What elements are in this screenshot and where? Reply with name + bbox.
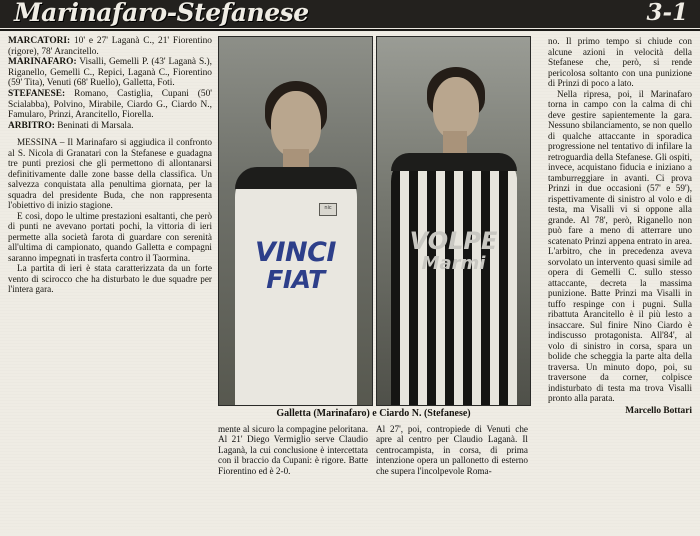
jersey-sponsor-primary: VOLPE [409,227,498,255]
jersey-stripes [391,153,517,405]
referee-text: Beninati di Marsala. [54,120,134,131]
sponsor-badge: nic [319,203,337,216]
jersey-collar [391,153,517,171]
team1-text: Visalli, Gemelli P. (43' Laganà S.), Riganello, Gemelli C., Repici, Laganà C., Fiorentino (59' Tita), Venuti (68' Ruello), Galletta, Foti. [8,57,212,89]
team2-line [8,89,212,121]
face-shape [271,91,321,157]
column-four [548,36,692,416]
column-two-body [218,424,368,476]
jersey-sponsor-primary: VINCI [255,237,336,268]
team2-label: STEFANESE: [8,88,66,99]
paragraph: mente al sicuro la compagine peloritana. Al 21' Diego Vermiglio serve Claudio Laganà, la cui conclusione è intercettata con il braccio da Cupani: è rigore. Batte Fiorentino ed è 2-0. [218,424,368,476]
ciardo-portrait [376,36,531,406]
jersey-collar [235,167,357,189]
paragraph: no. Il primo tempo si chiude con alcune azioni in velocità della Stefanese che, però, si rende pericolosa soltanto con una punizione di Prinzi di poco a lato. [548,36,692,88]
paragraph: MESSINA – Il Marinafaro si aggiudica il confronto al S. Nicola di Granatari con la Stefanese e guadagna tre punti preziosi che gli permettono di allontanarsi definitivamente dalle zone basse della classifica. Un salvezza conquistata alla penultima giornata, per la squadra del presidente Buda, che non rappresenta l'obiettivo di inizio stagione. [8,137,212,211]
team1-label: MARINAFARO: [8,57,77,68]
column-three-body [376,424,528,476]
column-one-body [8,137,212,295]
article-masthead [0,0,700,28]
column-four-body [548,36,692,416]
byline: Marcello Bottari [625,405,692,416]
page-title: Marinafaro-Stefanese [14,0,309,27]
paragraph: Al 27', poi, contropiede di Venuti che apre al centro per Claudio Laganà. Il centrocampista, in corsa, di prima intenzione opera un pallonetto di esterno che supera l'incolpevole Roma- [376,424,528,476]
paragraph: La partita di ieri è stata caratterizzata da un forte vento di scirocco che ha disturbato le due squadre per l'intera gara. [8,263,212,295]
team1-line [8,57,212,89]
paragraph: Nella ripresa, poi, il Marinafaro torna in campo con la calma di chi deve gestire sapientemente la gara. Nessuno sbilanciamento, se non quello di qualche attaccante in sporadica progressione nel tentativo di infilare la retroguardia della Stefanese. Gli ospiti, invece, acquistano fiducia e iniziano a tamburreggiare in avanti. Ci prova Prinzi in due occasioni (57' e 59'), rispettivamente di sinistro al volo e di testa, ma Visalli vi si oppone alla grande. Al 78', però, Riganello non può fare a meno di atterrare uno scatenato Prinzi appena entrato in area. L'arbitro, che in precedenza aveva sorvolato un intervento quasi simile ad opera di Gemelli C. sullo stesso attaccante, decreta la massima punizione. Batte Prinzi ma Visalli in tuffo respinge con i pugni. Sulla ribattuta Arancitello è il più lesto a insaccare. Sul finire Nino Ciardo è indiscusso protagonista. All'84', al volo di sinistro in corsa, spara un bolide che scheggia la parte alta della traversa. Un minuto dopo, poi, su traversone da corner, colpisce indisturbato di testa ma trova Visalli pronto alla parata. [548,88,692,403]
jersey-sponsor-secondary: Marmi [421,253,486,274]
jersey-sponsor-secondary: FIAT [266,265,325,294]
lineups-block [8,36,212,131]
team2-text: Romano, Castiglia, Cupani (50' Scialabba), Polvino, Mirabile, Ciardo G., Ciardo N., Famularo, Prinzi, Arancitello, Fiorella. [8,88,212,121]
scorers-text: 10' e 27' Laganà C., 21' Fiorentino (rigore), 78' Arancitello. [8,36,212,57]
scorers-line [8,36,212,57]
photo-caption: Galletta (Marinafaro) e Ciardo N. (Stefanese) [276,408,471,419]
jersey-shape [391,153,517,405]
column-one [8,36,212,295]
masthead-divider [0,29,700,31]
score-badge: 3-1 [646,0,688,26]
galletta-portrait [218,36,373,406]
referee-line [8,121,212,132]
face-shape [433,77,479,139]
paragraph: E così, dopo le ultime prestazioni esaltanti, che però di punti ne avevano portati pochi, la vittoria di ieri permette alla società farota di guardare con serenità all'ultima di campionato, quando Galletta e compagni saranno impegnati in trasferta contro il Taormina. [8,210,212,263]
referee-label: ARBITRO: [8,120,55,131]
scorers-label: MARCATORI: [8,36,71,46]
page-fade [0,526,700,536]
